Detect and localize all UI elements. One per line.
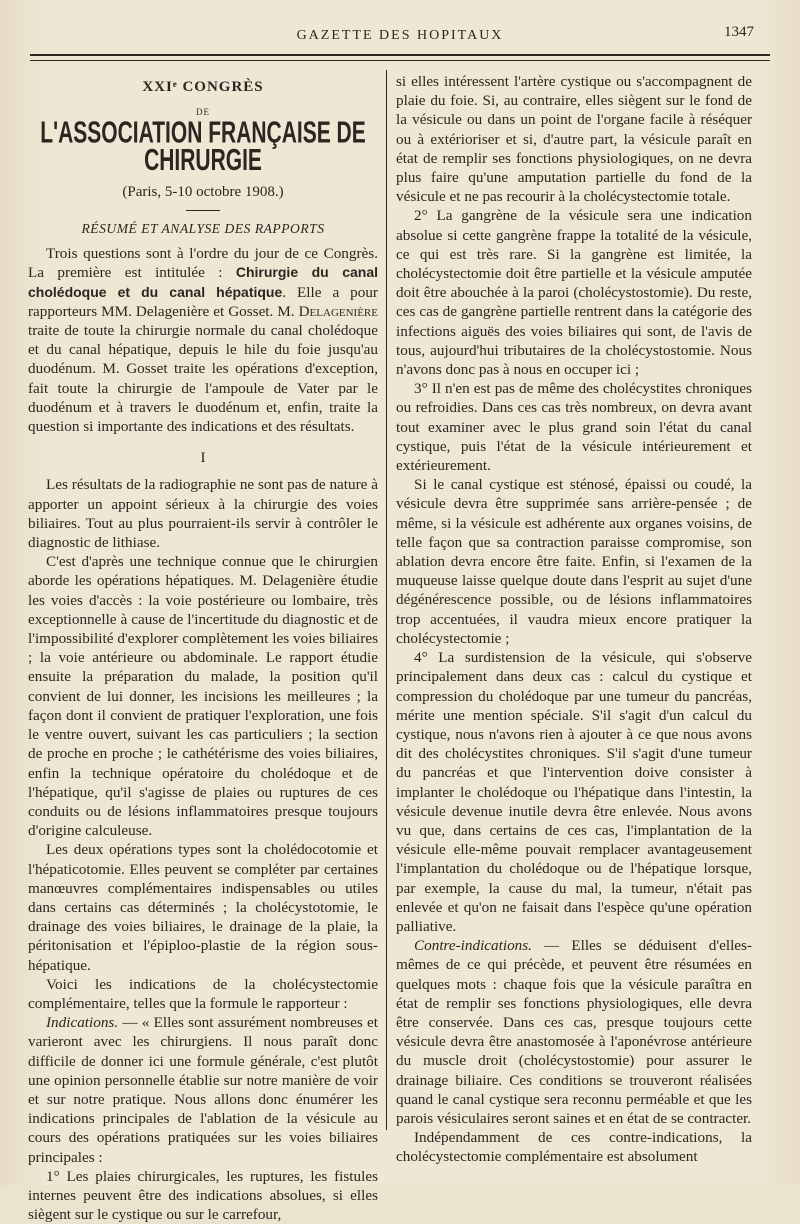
running-head: GAZETTE DES HOPITAUX bbox=[296, 28, 504, 43]
paragraph: Voici les indications de la cholécystectomie complémentaire, telles que la formule le rapporteur : bbox=[28, 975, 378, 1012]
paragraph: Trois questions sont à l'ordre du jour de ce Congrès. La première est intitulée : Chirurgie du canal cholédoque et du canal hépatique. Elle a pour rapporteurs MM. Delagenière et Gosset. M. Delagenière traite de toute la chirurgie normale du canal cholédoque et du canal hépatique, depuis le hile du foie jusqu'au duodénum. M. Gosset traite les opérations d'exception, fait toute la chirurgie de l'ampoule de Vater par le duodénum et à travers le duodénum et, enfin, traite la question si importante des indications et des résultats. bbox=[28, 245, 378, 436]
header-rule bbox=[30, 54, 770, 56]
header-rule-thin bbox=[30, 60, 770, 61]
paragraph: 1° Les plaies chirurgicales, les ruptures, les fistules internes peuvent être des indications absolues, si elles siègent sur le cystique ou sur le carrefour, bbox=[28, 1167, 378, 1224]
page-number: 1347 bbox=[724, 24, 754, 40]
paragraph: Indications. — « Elles sont assurément nombreuses et varieront avec les chirurgiens. Il nous paraît donc difficile de donner ici une formule générale, c'est plutôt une opinion personnelle établie sur notre manière de voir et sur notre pratique. Nous allons donc énumérer les indications principales de l'ablation de la vésicule au cours des opérations pratiquées sur les voies biliaires principales : bbox=[28, 1014, 378, 1166]
paragraph: si elles intéressent l'artère cystique ou s'accompagnent de plaie du foie. Si, au contraire, elles siègent sur le fond de la vésicule ou dans un point de l'organe facile à réséquer ou à extérioriser et si, d'autre part, la vésicule paraît en état de remplir ses fonctions physiologiques, on ne devra plus faire qu'une amputation partielle du fond de la vésicule et ne pas recourir à la cholécystectomie totale. bbox=[396, 73, 752, 206]
article-subtitle: RÉSUMÉ ET ANALYSE DES RAPPORTS bbox=[81, 221, 325, 237]
congress-location: (Paris, 5-10 octobre 1908.) bbox=[122, 183, 284, 200]
paragraph: Les deux opérations types sont la cholédocotomie et l'hépaticotomie. Elles peuvent se compléter par certaines manœuvres complémentaires indispensables ou utiles dans certains cas déterminés ; la cholécystotomie, le drainage des voies biliaires, le drainage de la plaie, la péritonisation et l'épiploo-plastie de la région sous-hépatique. bbox=[28, 841, 378, 974]
heading-de: DE bbox=[196, 107, 210, 118]
paragraph: 4° La surdistension de la vésicule, qui s'observe principalement dans deux cas : calcul du cystique et compression du cholédoque par une tumeur du pancréas, mérite une mention spéciale. S'il s'agit d'un calcul du cystique, nous n'avons rien à ajouter à ce que nous avons dit des cholécystites chroniques. S'il s'agit d'une tumeur du pancréas et que l'intervention doive consister à implanter le cholédoque ou l'hépatique dans l'intestin, la vésicule devenue inutile devra être enlevée. Nous avons vu que, dans certains de ces cas, l'implantation de la vésicule elle-même pouvait remplacer avantageusement l'implantation du cholédoque ou de l'hépatique lorsque, par exemple, la cause du mal, la tumeur, n'était pas enlevée et qu'on ne faisait dans l'espèce qu'une opération palliative. bbox=[396, 649, 752, 935]
article-heading bbox=[28, 78, 378, 238]
section-number: I bbox=[200, 449, 206, 467]
paragraph: 3° Il n'en est pas de même des cholécystites chroniques ou refroidies. Dans ces cas très nombreux, on devra avant tout examiner avec le plus grand soin l'état du canal cystique, puis l'état de la vésicule intérieurement et extérieurement. bbox=[396, 380, 752, 475]
association-title: L'ASSOCIATION FRANÇAISE DE CHIRURGIE bbox=[40, 116, 366, 179]
paragraph: 2° La gangrène de la vésicule sera une indication absolue si cette gangrène frappe la totalité de la vésicule, ce qui est très rare. Si la gangrène est limitée, la cholécystectomie doit être partielle et la vésicule amputée doit être abouchée à la paroi (cholécystostomie). Du reste, ces cas de gangrène partielle rentrent dans la catégorie des infections aiguës des voies biliaires qui sont, de l'avis de tous, aujourd'hui tributaires de la cholécystostomie. Nous n'avons donc pas à nous en occuper ici ; bbox=[396, 207, 752, 379]
paragraph: Contre-indications. — Elles se déduisent d'elles-mêmes de ce qui précède, et peuvent être résumées en quelques mots : chaque fois que la vésicule paraîtra en état de remplir ses fonctions physiologiques, elle devra être conservée. Dans ces cas, presque toujours cette vésicule devra être anastomosée à l'aponévrose antérieure du muscle droit (cholécystostomie) pour assurer le drainage biliaire. Ces conditions se trouveront réalisées quand le canal cystique sera reconnu perméable et que les parois vésiculaires seront saines et en état de se contracter. bbox=[396, 937, 752, 1127]
congress-title: XXIᵉ CONGRÈS bbox=[142, 79, 264, 95]
paragraph: Les résultats de la radiographie ne sont pas de nature à apporter un appoint sérieux à la chirurgie des voies biliaires. Tout au plus pourraient-ils servir à contrôler le diagnostic de lithiase. bbox=[28, 476, 378, 552]
paragraph: Si le canal cystique est sténosé, épaissi ou coudé, la vésicule devra être supprimée sans arrière-pensée ; de même, si la vésicule est adhérente aux organes voisins, de telle façon que sa contraction paraisse compromise, son ablation devra encore être faite. Enfin, si l'examen de la muqueuse laisse quelque doute dans l'esprit au sujet d'une dégénérescence possible, ou de lésions inflammatoires trop accentuées, il vaudra mieux encore pratiquer la cholécystectomie ; bbox=[396, 476, 752, 647]
paragraph: Indépendamment de ces contre-indications, la cholécystectomie complémentaire est absolument bbox=[396, 1129, 752, 1166]
author-name: Delagenière bbox=[298, 302, 378, 320]
column-divider bbox=[386, 70, 387, 1130]
left-column bbox=[28, 72, 378, 1224]
topic-title: Chirurgie du canal cholédoque et du canal hépatique bbox=[28, 264, 378, 300]
indications-label: Indications. bbox=[46, 1014, 119, 1032]
right-column bbox=[396, 72, 752, 1167]
heading-rule bbox=[186, 210, 220, 211]
paragraph: C'est d'après une technique connue que le chirurgien aborde les opérations hépatiques. M. Delagenière étudie les voies d'accès : la voie postérieure ou lombaire, très exceptionnelle à cause de l'incertitude du diagnostic et de l'impossibilité d'explorer complètement les voies biliaires ; la voie antérieure ou abdominale. Le rapport étudie ensuite la préparation du malade, la position qu'il convient de lui donner, les incisions les meilleures ; la façon dont il convient de pratiquer l'exploration, une fois le ventre ouvert, suivant les cas particuliers ; la section de proche en proche ; le cathétérisme des voies biliaires, enfin la technique opératoire du cholédoque et de l'hépatique, qu'il s'agisse de plaies ou ruptures de ces conduits ou de lésions inflammatoires presque toujours d'origine calculeuse. bbox=[28, 553, 378, 840]
contre-indications-label: Contre-indications. bbox=[414, 937, 532, 955]
